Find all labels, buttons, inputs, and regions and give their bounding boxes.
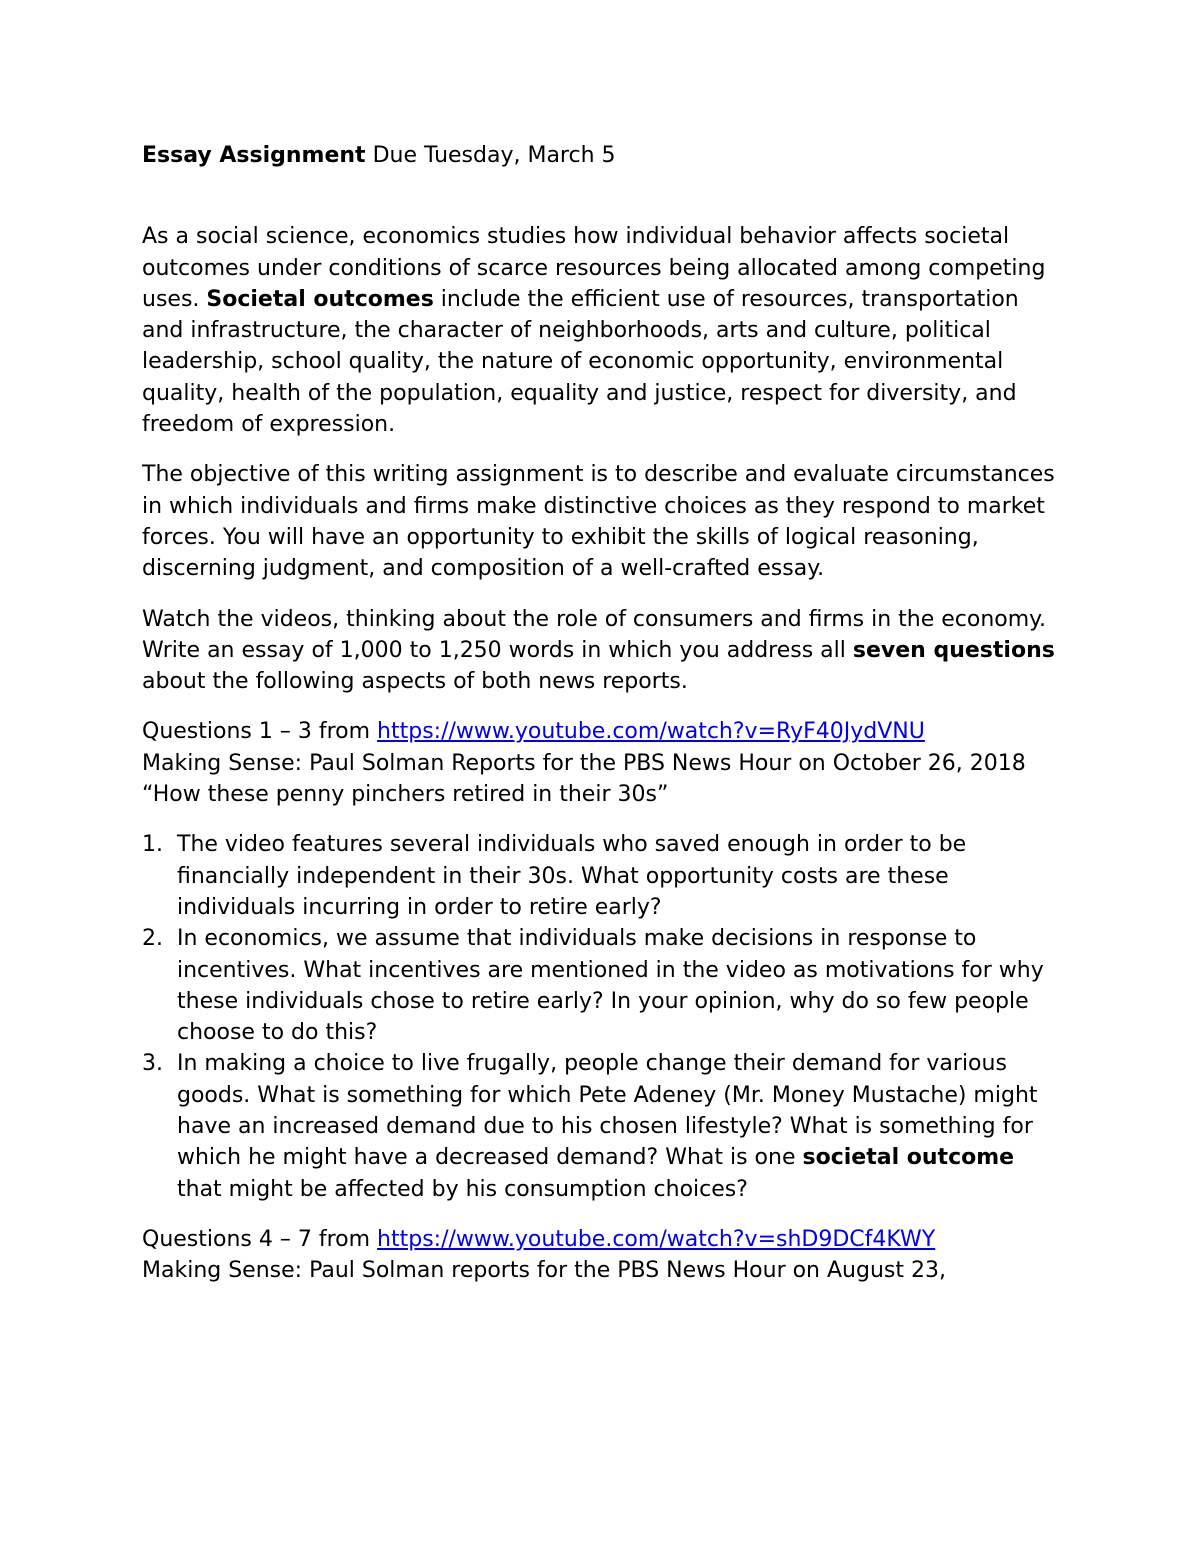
section-questions-1-3 [142, 716, 1062, 1204]
title-due-date: Due Tuesday, March 5 [365, 143, 616, 168]
question-number: 1. [142, 832, 163, 858]
document-page [142, 140, 1062, 1287]
list-item [142, 829, 1062, 923]
question-text-b: that might be affected by his consumption choices? [177, 1176, 748, 1202]
list-item [142, 1048, 1062, 1204]
intro-paragraph-1 [142, 221, 1062, 440]
intro-p3-text-a: Watch the videos, thinking about the role of consumers and firms in the economy. Write an essay of 1,000 to 1,250 words in which you address all [142, 606, 1047, 663]
question-text: In economics, we assume that individuals make decisions in response to incentives. What incentives are mentioned in the video as motivations for why these individuals chose to retire early? In your opinion, why do so few people choose to do this? [177, 926, 1044, 1046]
question-number: 2. [142, 926, 163, 952]
section1-prefix: Questions 1 – 3 from [142, 719, 378, 745]
list-item [142, 923, 1062, 1048]
section2-header [142, 1224, 1062, 1255]
section2-video-link[interactable]: https://www.youtube.com/watch?v=shD9DCf4KWY [377, 1226, 936, 1252]
assignment-title [142, 140, 1062, 171]
section1-video-title: “How these penny pinchers retired in their 30s” [142, 782, 669, 808]
section1-video-link[interactable]: https://www.youtube.com/watch?v=RyF40JydVNU [377, 719, 925, 745]
intro-p3-bold: seven questions [852, 637, 1055, 663]
section2-prefix: Questions 4 – 7 from [142, 1226, 378, 1252]
intro-p1-text-a: As a social science, economics studies how individual behavior affects societal outcomes under conditions of scarce resources being allocated among competing uses. [142, 224, 1046, 312]
question-text-bold: societal outcome [802, 1145, 1015, 1171]
question-number: 3. [142, 1051, 163, 1077]
section1-source: Making Sense: Paul Solman Reports for the PBS News Hour on October 26, 2018 [142, 750, 1026, 776]
intro-paragraph-2: The objective of this writing assignment is to describe and evaluate circumstances in which individuals and firms make distinctive choices as they respond to market forces. You will have an opportunity to exhibit the skills of logical reasoning, discerning judgment, and composition of a well-crafted essay. [142, 462, 1055, 582]
title-bold: Essay Assignment [142, 143, 366, 168]
question-text-a: In making a choice to live frugally, people change their demand for various goods. What is something for which Pete Adeney (Mr. Money Mustache) might have an increased demand due to his chosen lifestyle? What is something for which he might have a decreased demand? What is one [177, 1051, 1038, 1171]
intro-p3-text-b: about the following aspects of both news reports. [142, 669, 688, 695]
question-text: The video features several individuals who saved enough in order to be financially independent in their 30s. What opportunity costs are these individuals incurring in order to retire early? [177, 832, 967, 920]
intro-paragraph-3 [142, 604, 1062, 698]
section-questions-4-7 [142, 1224, 1062, 1287]
intro-p1-bold: Societal outcomes [206, 286, 434, 312]
question-list-1 [142, 829, 1062, 1205]
intro-p1-text-b: include the efficient use of resources, transportation and infrastructure, the character of neighborhoods, arts and culture, political leadership, school quality, the nature of economic opportunity, environmental quality, health of the population, equality and justice, respect for diversity, and freedom of expression. [142, 286, 1019, 438]
section2-source: Making Sense: Paul Solman reports for the PBS News Hour on August 23, [142, 1258, 946, 1284]
section1-header [142, 716, 1062, 747]
